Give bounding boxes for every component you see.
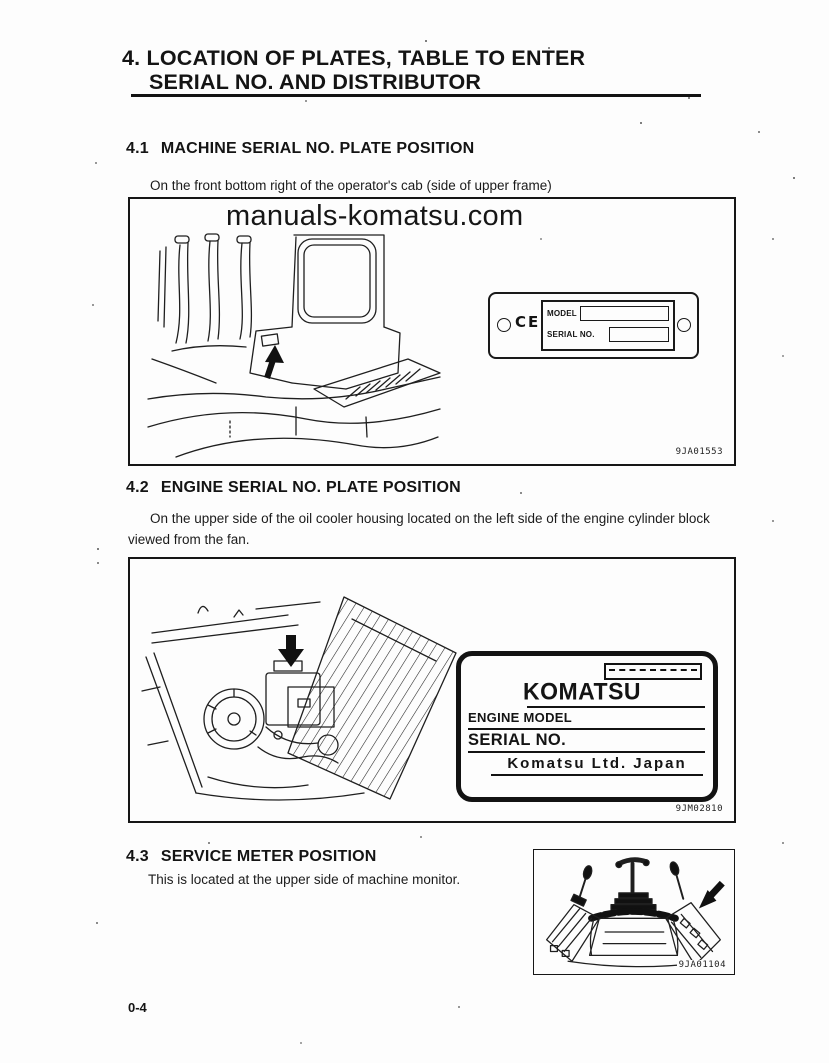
engine-model-line (468, 728, 705, 730)
figure-1-code: 9JA01553 (675, 447, 723, 457)
chapter-title-line2: SERIAL NO. AND DISTRIBUTOR (149, 70, 482, 94)
section-4-1-heading (126, 140, 474, 158)
plate-model-row (547, 306, 669, 321)
section-4-3-title: SERVICE METER POSITION (160, 848, 377, 865)
figure-2-code: 9JM02810 (675, 804, 723, 814)
model-label: MODEL (547, 309, 577, 318)
chapter-title-line1: 4. LOCATION OF PLATES, TABLE TO ENTER (122, 46, 586, 70)
plate-hole-right (677, 318, 691, 332)
engine-serial-plate (456, 651, 718, 802)
engine-illustration (138, 595, 460, 805)
ce-mark: CE (515, 313, 541, 331)
section-4-2-number: 4.2 (126, 479, 149, 496)
engine-plate-location-arrow (278, 635, 304, 667)
section-4-1-title: MACHINE SERIAL NO. PLATE POSITION (160, 140, 475, 157)
figure-service-meter-position (533, 849, 735, 975)
section-4-3-body: This is located at the upper side of machine monitor. (148, 872, 461, 887)
service-meter-arrow (699, 883, 722, 908)
section-4-1-number: 4.1 (126, 140, 149, 157)
plate-location-mark (261, 334, 284, 378)
plate-serial-row (547, 327, 669, 342)
engine-serial-line (468, 751, 705, 753)
page-number: 0-4 (128, 1000, 147, 1015)
section-4-2-title: ENGINE SERIAL NO. PLATE POSITION (160, 479, 461, 496)
section-4-2-heading (126, 479, 461, 497)
console-illustration (534, 850, 731, 971)
plate-inner-frame (541, 300, 675, 351)
figure-machine-plate-position (128, 197, 736, 466)
plate-hole-left (497, 318, 511, 332)
section-4-1-body: On the front bottom right of the operator's cab (side of upper frame) (150, 178, 552, 193)
komatsu-logo: KOMATSU (522, 677, 642, 705)
serial-label: SERIAL NO. (547, 330, 595, 339)
section-4-3-heading (126, 848, 377, 866)
machine-cab-illustration (146, 231, 448, 459)
model-value-box (580, 306, 669, 321)
machine-serial-plate (488, 292, 699, 359)
plate-footer-text: Komatsu Ltd. Japan (491, 755, 703, 776)
figure-engine-plate-position (128, 557, 736, 823)
engine-serial-label: SERIAL NO. (468, 731, 567, 749)
engine-model-label: ENGINE MODEL (468, 710, 572, 725)
chapter-title-underline (131, 94, 701, 97)
section-4-2-body: On the upper side of the oil cooler housing located on the left side of the engine cylinder block viewed from the fan. (128, 511, 710, 547)
figure-3-code: 9JA01104 (678, 960, 726, 970)
section-4-3-number: 4.3 (126, 848, 149, 865)
brand-underline (527, 706, 705, 708)
serial-value-box (609, 327, 669, 342)
scan-noise (0, 0, 2, 2)
watermark-text: manuals-komatsu.com (226, 200, 524, 232)
